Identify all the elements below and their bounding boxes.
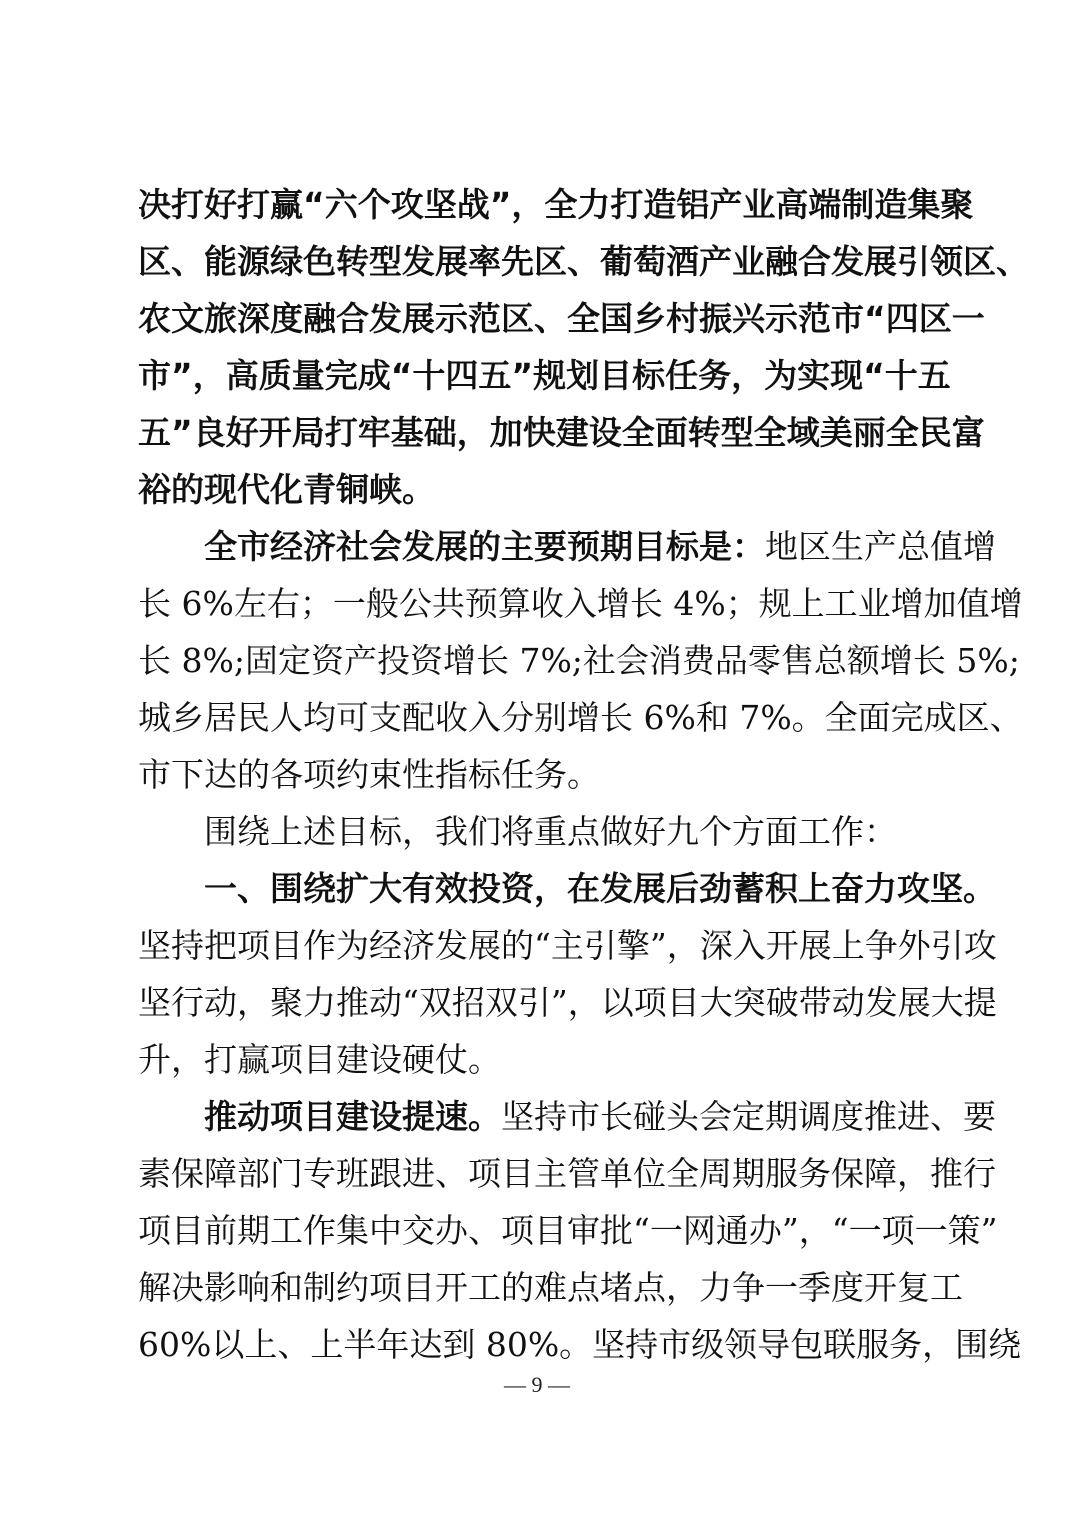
targets-lead: 全市经济社会发展的主要预期目标是： [204,527,765,566]
text-line: 裕的现代化青铜峡。 [138,470,435,509]
text-line: 围绕上述目标，我们将重点做好九个方面工作： [204,812,897,851]
text-line: 60%以上、上半年达到 80%。坚持市级领导包联服务，围绕 [138,1325,1022,1364]
paragraph-conclusion [138,176,1029,518]
section-heading: 一、围绕扩大有效投资，在发展后劲蓄积上奋力攻坚。 [204,869,996,908]
paragraph-targets [138,518,1023,803]
paragraph-project-speedup [138,1088,1022,1373]
project-rest: 坚持市长碰头会定期调度推进、要 [501,1097,996,1136]
paragraph-section-one [138,860,997,1088]
targets-rest: 地区生产总值增 [765,527,996,566]
text-line [138,518,996,575]
text-line: 坚持把项目作为经济发展的“主引擎”，深入开展上争外引攻 [138,926,997,965]
text-line: 长 6%左右；一般公共预算收入增长 4%；规上工业增加值增 [138,584,1023,623]
text-line: 城乡居民人均可支配收入分别增长 6%和 7%。全面完成区、 [138,698,1023,737]
text-line: 农文旅深度融合发展示范区、全国乡村振兴示范市“四区一 [138,299,985,338]
document-body [138,176,1029,1373]
text-line: 解决影响和制约项目开工的难点堵点，力争一季度开复工 [138,1268,963,1307]
text-line: 项目前期工作集中交办、项目审批“一网通办”，“一项一策” [138,1211,998,1250]
project-lead: 推动项目建设提速。 [204,1097,501,1136]
text-line [138,1088,996,1145]
text-line: 长 8%;固定资产投资增长 7%;社会消费品零售总额增长 5%; [138,641,1020,680]
text-line: 素保障部门专班跟进、项目主管单位全周期服务保障，推行 [138,1154,996,1193]
text-line: 坚行动，聚力推动“双招双引”，以项目大突破带动发展大提 [138,983,997,1022]
text-line: 五”良好开局打牢基础，加快建设全面转型全域美丽全民富 [138,413,985,452]
text-line: 决打好打赢“六个攻坚战”，全力打造铝产业高端制造集聚 [138,185,974,224]
text-line: 升，打赢项目建设硬仗。 [138,1040,501,1079]
text-line: 区、能源绿色转型发展率先区、葡萄酒产业融合发展引领区、 [138,242,1029,281]
text-line: 市下达的各项约束性指标任务。 [138,755,600,794]
paragraph-intro [138,803,936,860]
page-number: — 9 — [504,1372,570,1397]
text-line: 市”，高质量完成“十四五”规划目标任务，为实现“十五 [138,356,951,395]
